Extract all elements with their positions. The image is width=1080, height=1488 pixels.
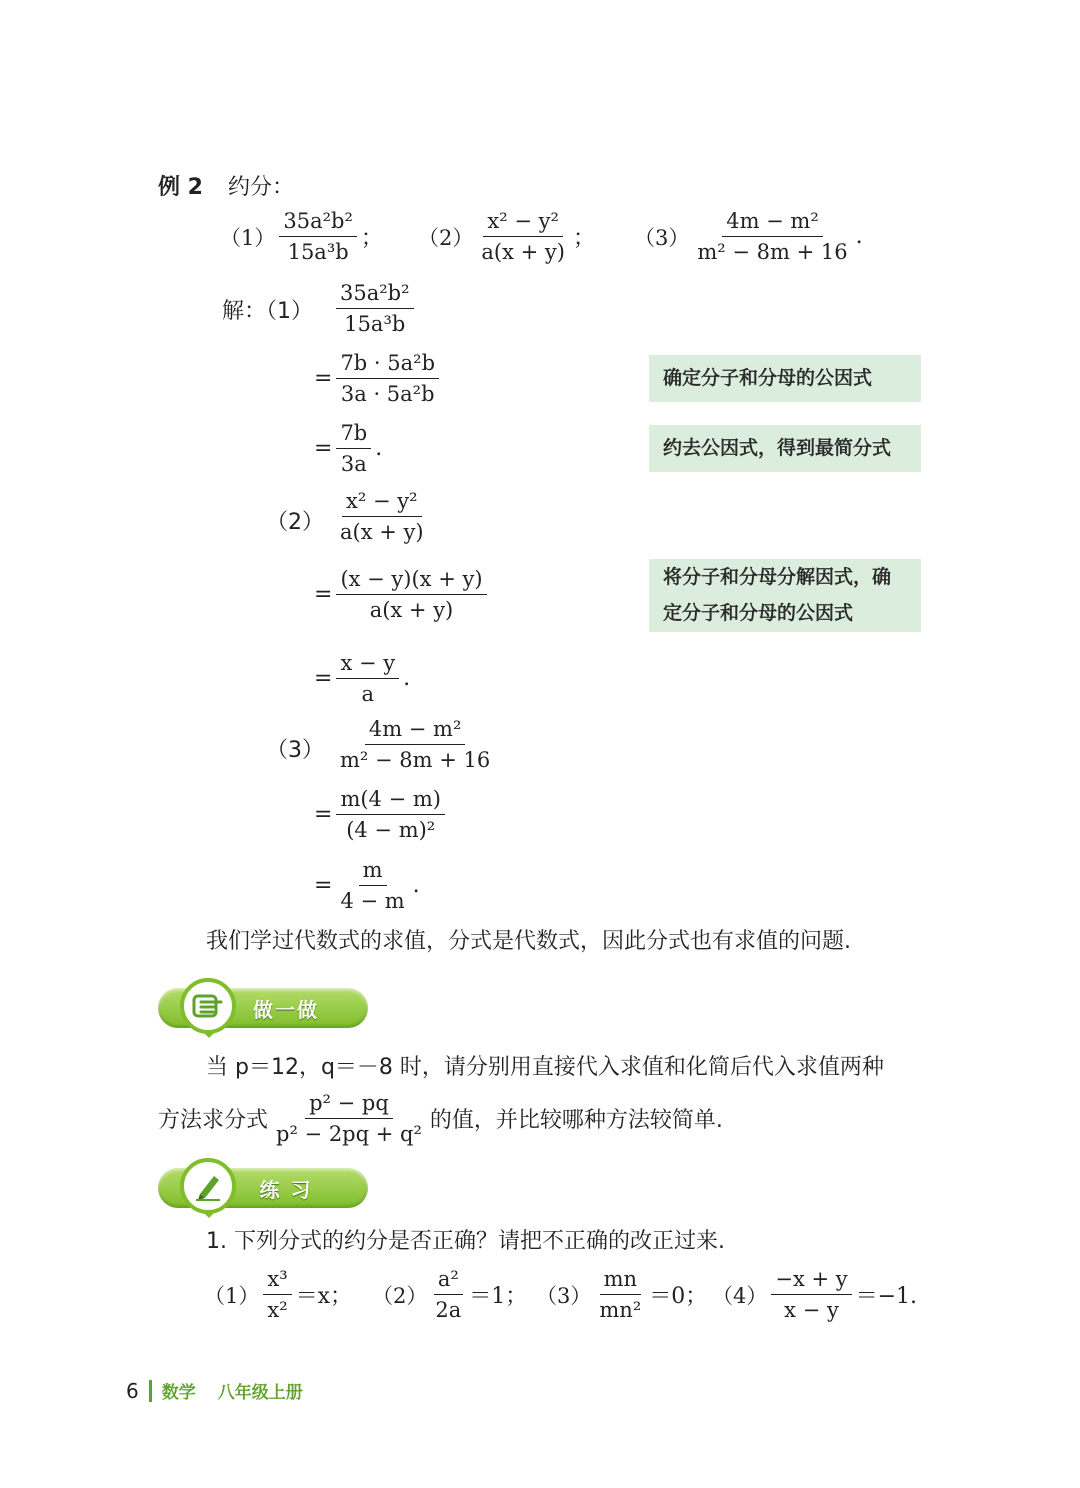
fraction xyxy=(336,716,494,774)
item-label: （4） xyxy=(712,1283,768,1308)
problem-3 xyxy=(634,208,863,266)
activity-banner xyxy=(158,982,370,1034)
fraction xyxy=(336,786,445,844)
item-rhs: ＝−1. xyxy=(855,1284,918,1310)
problem-2 xyxy=(418,208,595,266)
fraction xyxy=(336,566,486,624)
fraction xyxy=(595,1266,645,1324)
numerator: 35a²b² xyxy=(336,280,414,309)
problem-1 xyxy=(220,208,383,266)
fraction xyxy=(477,208,569,266)
exercise-item-4 xyxy=(712,1266,917,1324)
paragraph: 我们学过代数式的求值，分式是代数式，因此分式也有求值的问题. xyxy=(206,929,851,954)
denominator: x − y xyxy=(784,1298,839,1323)
fraction xyxy=(771,1266,851,1324)
part-label: （2） xyxy=(266,510,324,535)
activity-title: 做一做 xyxy=(253,997,319,1022)
denominator: x² xyxy=(267,1298,288,1323)
numerator: 7b · 5a²b xyxy=(336,350,439,379)
fraction xyxy=(431,1266,465,1324)
activity-line2 xyxy=(158,1090,723,1148)
terminator: . xyxy=(855,224,863,250)
activity-line2-pre: 方法求分式 xyxy=(158,1108,269,1134)
numerator: m xyxy=(359,857,387,886)
example-heading: 例 2 xyxy=(158,175,203,200)
period: . xyxy=(375,436,383,462)
solution-intro-row xyxy=(222,294,313,325)
numerator: x − y xyxy=(336,650,399,679)
denominator: a(x + y) xyxy=(340,520,424,545)
problem-label: （1） xyxy=(220,225,276,250)
part2-step2 xyxy=(314,650,410,708)
fraction xyxy=(263,1266,291,1324)
numerator: (x − y)(x + y) xyxy=(336,566,486,595)
denominator: 4 − m xyxy=(340,889,405,914)
denominator: mn² xyxy=(599,1298,642,1323)
denominator: p² − 2pq + q² xyxy=(276,1122,422,1147)
numerator: −x + y xyxy=(771,1266,851,1295)
equals-sign: = xyxy=(314,366,333,392)
activity-line2-post: 的值，并比较哪种方法较简单. xyxy=(429,1108,723,1134)
denominator: a(x + y) xyxy=(481,240,565,265)
item-label: （2） xyxy=(372,1283,428,1308)
item-rhs: ＝x； xyxy=(295,1284,353,1310)
problem-label: （3） xyxy=(634,225,690,250)
activity-line1: 当 p＝12，q＝－8 时，请分别用直接代入求值和化简后代入求值两种 xyxy=(206,1055,884,1080)
denominator: 15a³b xyxy=(344,312,406,337)
item-rhs: ＝0； xyxy=(649,1284,708,1310)
part2-step0 xyxy=(332,488,432,546)
fraction xyxy=(336,857,408,915)
exercise-item-1 xyxy=(204,1266,352,1324)
numerator: 4m − m² xyxy=(722,208,823,237)
denominator: (4 − m)² xyxy=(346,818,436,843)
terminator: ； xyxy=(572,226,595,252)
exercise-title: 练 习 xyxy=(259,1177,313,1202)
numerator: m(4 − m) xyxy=(336,786,445,815)
denominator: m² − 8m + 16 xyxy=(340,748,491,773)
exercise-banner xyxy=(158,1162,370,1214)
page-number: 6 xyxy=(126,1378,139,1403)
part1-step2 xyxy=(314,420,382,478)
equals-sign: = xyxy=(314,802,333,828)
numerator: a² xyxy=(434,1266,463,1295)
denominator: 15a³b xyxy=(287,240,349,265)
note-reduce: 约去公因式，得到最简分式 xyxy=(649,425,921,472)
denominator: 3a xyxy=(340,452,367,477)
item-label: （1） xyxy=(204,1283,260,1308)
part-label: （3） xyxy=(266,738,324,763)
denominator: a(x + y) xyxy=(369,598,454,623)
equals-sign: = xyxy=(314,873,333,899)
exercise-question: 1. 下列分式的约分是否正确？请把不正确的改正过来. xyxy=(206,1229,725,1254)
fraction xyxy=(336,488,428,546)
part3-step1 xyxy=(314,786,449,844)
fraction xyxy=(336,350,439,408)
part3-step2 xyxy=(314,857,420,915)
example-task: 约分： xyxy=(227,175,294,200)
part2-step1 xyxy=(314,566,491,624)
equals-sign: = xyxy=(314,582,333,608)
denominator: a xyxy=(361,682,375,707)
fraction xyxy=(336,280,414,338)
period: . xyxy=(403,666,411,692)
item-rhs: ＝1； xyxy=(469,1284,528,1310)
equals-sign: = xyxy=(314,436,333,462)
numerator: p² − pq xyxy=(305,1090,393,1119)
note-common-factor: 确定分子和分母的公因式 xyxy=(649,355,921,402)
denominator: m² − 8m + 16 xyxy=(697,240,848,265)
numerator: x³ xyxy=(263,1266,291,1295)
footer-divider xyxy=(149,1380,152,1402)
part-label: （1） xyxy=(266,299,314,324)
solution-intro: 解： xyxy=(222,299,267,324)
pointer-icon xyxy=(201,1030,217,1038)
numerator: x² − y² xyxy=(483,208,563,237)
problem-label: （2） xyxy=(418,225,474,250)
numerator: x² − y² xyxy=(342,488,422,517)
denominator: 3a · 5a²b xyxy=(340,382,435,407)
pencil-icon xyxy=(180,1158,236,1214)
fraction xyxy=(279,208,357,266)
numerator: 4m − m² xyxy=(365,716,466,745)
hand-icon xyxy=(180,978,236,1034)
fraction xyxy=(336,650,399,708)
item-label: （3） xyxy=(536,1283,592,1308)
denominator: 2a xyxy=(435,1298,462,1323)
numerator: 35a²b² xyxy=(279,208,357,237)
equals-sign: = xyxy=(314,666,333,692)
numerator: 7b xyxy=(336,420,371,449)
part1-step0 xyxy=(332,280,418,338)
terminator: ； xyxy=(360,226,383,252)
pointer-icon xyxy=(201,1210,217,1218)
example-heading-row xyxy=(158,170,294,201)
exercise-item-2 xyxy=(372,1266,527,1324)
period: . xyxy=(412,873,420,899)
part1-step1 xyxy=(314,350,443,408)
page-footer xyxy=(126,1378,303,1403)
part3-step0 xyxy=(332,716,498,774)
exercise-item-3 xyxy=(536,1266,707,1324)
footer-subject: 数学 xyxy=(161,1383,196,1403)
note-factorize: 将分子和分母分解因式，确定分子和分母的公因式 xyxy=(649,559,921,632)
numerator: mn xyxy=(600,1266,641,1295)
footer-book: 八年级上册 xyxy=(217,1383,303,1403)
fraction xyxy=(693,208,851,266)
fraction xyxy=(336,420,371,478)
fraction xyxy=(272,1090,426,1148)
